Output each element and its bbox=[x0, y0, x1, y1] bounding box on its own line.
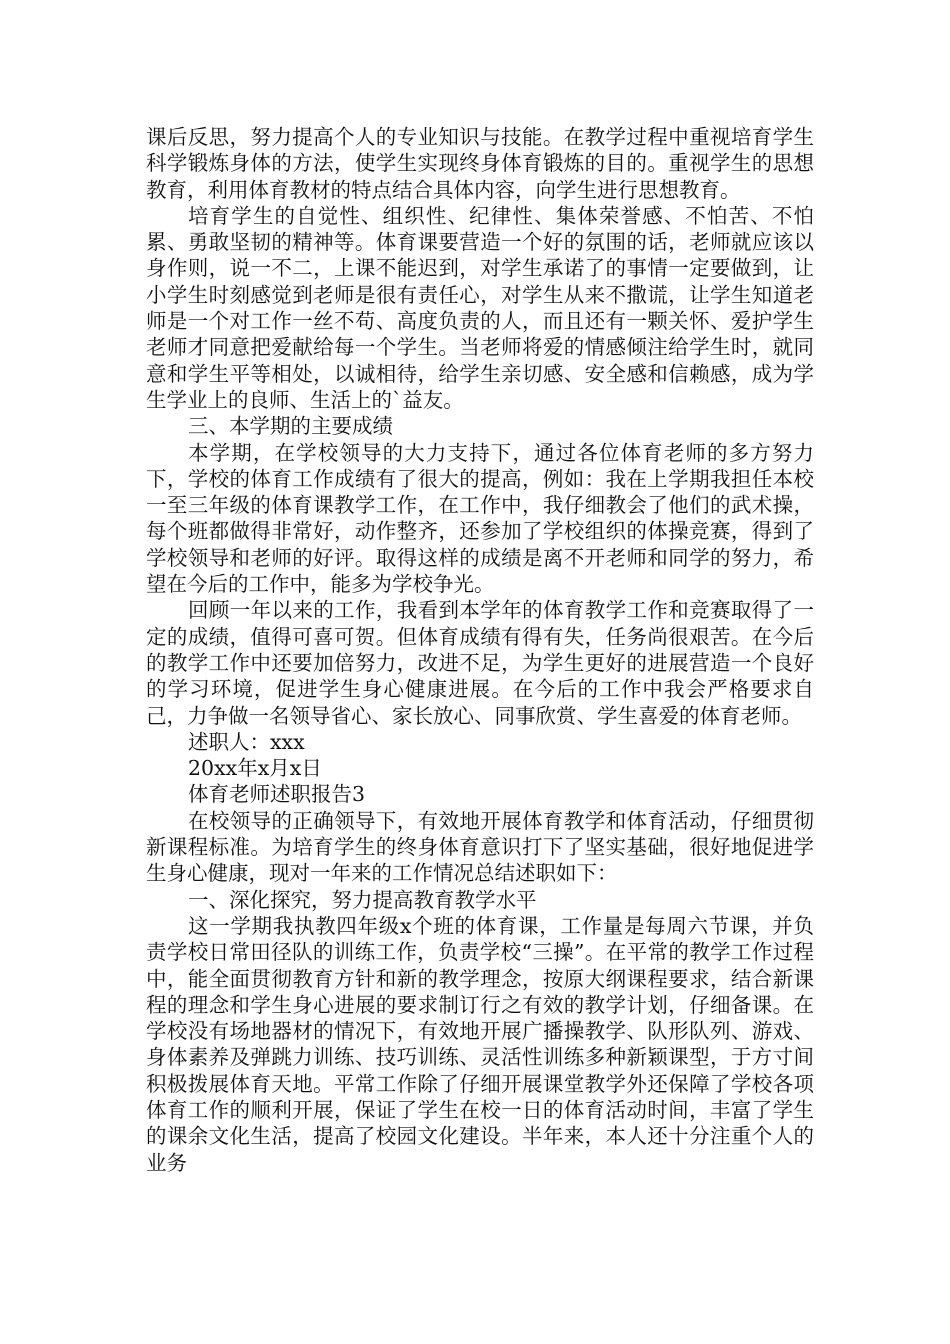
paragraph: 在校领导的正确领导下，有效地开展体育教学和体育活动，仔细贯彻新课程标准。为培育学生的终身体育意识打下了坚实基础，很好地促进学生身心健康，现对一年来的工作情况总结述职如下： bbox=[146, 808, 814, 886]
paragraph: 培育学生的自觉性、组织性、纪律性、集体荣誉感、不怕苦、不怕累、勇敢坚韧的精神等。体育课要营造一个好的氛围的话，老师就应该以身作则，说一不二，上课不能迟到，对学生承诺了的事情一定要做到，让小学生时刻感觉到老师是很有责任心，对学生从来不撒谎，让学生知道老师是一个对工作一丝不苟、高度负责的人，而且还有一颗关怀、爱护学生老师才同意把爱献给每一个学生。当老师将爱的情感倾注给学生时，就同意和学生平等相处，以诚相待，给学生亲切感、安全感和信赖感，成为学生学业上的良师、生活上的`益友。 bbox=[146, 203, 814, 412]
report-title: 体育老师述职报告3 bbox=[188, 782, 366, 807]
paragraph: 课后反思，努力提高个人的专业知识与技能。在教学过程中重视培育学生科学锻炼身体的方法，使学生实现终身体育锻炼的目的。重视学生的思想教育，利用体育教材的特点结合具体内容，向学生进行思想教育。 bbox=[146, 125, 814, 202]
date-line: 20xx年x月x日 bbox=[188, 756, 322, 781]
paragraph: 这一学期我执教四年级x个班的体育课，工作量是每周六节课，并负责学校日常田径队的训练工作，负责学校“三操”。在平常的教学工作过程中，能全面贯彻教育方针和新的教学理念，按原大纲课程要求，结合新课程的理念和学生身心进展的要求制订行之有效的教学计划，仔细备课。在学校没有场地器材的情况下，有效地开展广播操教学、队形队列、游戏、身体素养及弹跳力训练、技巧训练、灵活性训练多种新颖课型，于方寸间积极拨展体育天地。平常工作除了仔细开展课堂教学外还保障了学校各项体育工作的顺利开展，保证了学生在校一日的体育活动时间，丰富了学生的课余文化生活，提高了校园文化建设。半年来，本人还十分注重个人的业务 bbox=[146, 913, 814, 1175]
paragraph: 回顾一年以来的工作，我看到本学年的体育教学工作和竞赛取得了一定的成绩，值得可喜可贺。但体育成绩有得有失，任务尚很艰苦。在今后的教学工作中还要加倍努力，改进不足，为学生更好的进展营造一个良好的学习环境，促进学生身心健康进展。在今后的工作中我会严格要求自己，力争做一名领导省心、家长放心、同事欣赏、学生喜爱的体育老师。 bbox=[146, 598, 814, 728]
paragraph: 本学期，在学校领导的大力支持下，通过各位体育老师的多方努力下，学校的体育工作成绩有了很大的提高，例如：我在上学期我担任本校一至三年级的体育课教学工作，在工作中，我仔细教会了他们的武术操，每个班都做得非常好，动作整齐，还参加了学校组织的体操竞赛，得到了学校领导和老师的好评。取得这样的成绩是离不开老师和同学的努力，希望在今后的工作中，能多为学校争光。 bbox=[146, 440, 814, 597]
document-body bbox=[146, 124, 814, 1176]
signature-line: 述职人：xxx bbox=[188, 729, 305, 754]
section-heading: 三、本学期的主要成绩 bbox=[188, 414, 393, 439]
section-heading: 一、深化探究，努力提高教育教学水平 bbox=[188, 887, 537, 912]
